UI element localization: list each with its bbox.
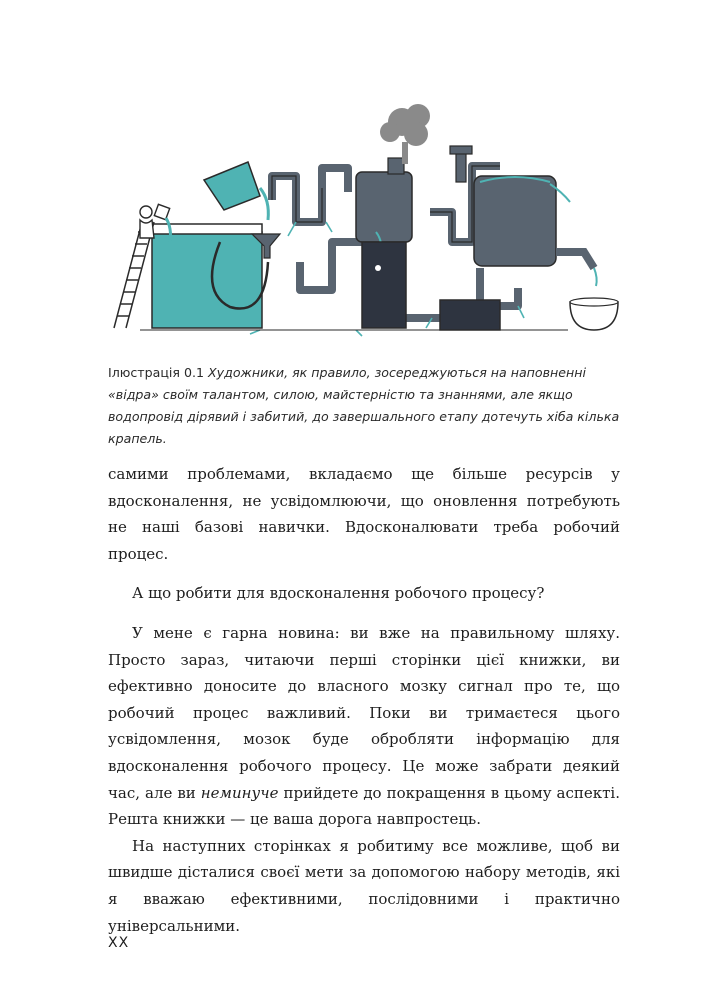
paragraph-3-start: У мене є гарна новина: ви вже на правильному шляху. Просто зараз, читаючи перші сторінки цієї книжки, ви ефективно доносите до власного мозку сигнал про те, що робочий процес важливий. Поки ви тримаєтеся цього усвідомлення, мозок буде обробляти інформацію для вдосконалення робочого процесу. Це може забрати деякий час, але ви: [108, 623, 620, 802]
steam-cloud-icon: [380, 104, 430, 164]
emphasis-word: неминуче: [200, 783, 279, 802]
bowl-icon: [570, 298, 618, 330]
pipeline-machine-illustration: [100, 92, 620, 340]
bucket-tank: [152, 224, 262, 328]
paragraph-3: [108, 620, 620, 833]
machine-tank-right: [474, 176, 570, 266]
page-number: XX: [108, 935, 130, 951]
machine-box-bottom: [440, 300, 500, 330]
paragraph-3-end: прийдете до покращення в цьому аспекті. Решта книжки — це ваша дорога навпростець.: [108, 783, 621, 829]
paragraph-4: На наступних сторінках я робитиму все можливе, щоб ви швидше дісталися своєї мети за допомогою набору методів, які я вважаю ефективними, послідовними і практично універсальними.: [108, 836, 620, 935]
figure-caption-text: Художники, як правило, зосереджуються на наповненні «відра» своїм талантом, силою, майстерністю та знаннями, але якщо водопровід дірявий і забитий, до завершального етапу дотечуть хіба кілька крапель.: [108, 365, 620, 446]
pitcher: [204, 162, 268, 220]
paragraph-1: самими проблемами, вкладаємо ще більше ресурсів у вдосконалення, не усвідомлюючи, що оновлення потребують не наші базові навички. Вдосконалювати треба робочий процес.: [108, 465, 620, 563]
boiler-base: [362, 242, 406, 328]
figure-caption: [108, 362, 620, 450]
spout-right: [556, 252, 597, 286]
figure-label: Ілюстрація 0.1: [108, 365, 205, 380]
body-text: [108, 461, 620, 939]
paragraph-2: А що робити для вдосконалення робочого процесу?: [132, 584, 545, 603]
